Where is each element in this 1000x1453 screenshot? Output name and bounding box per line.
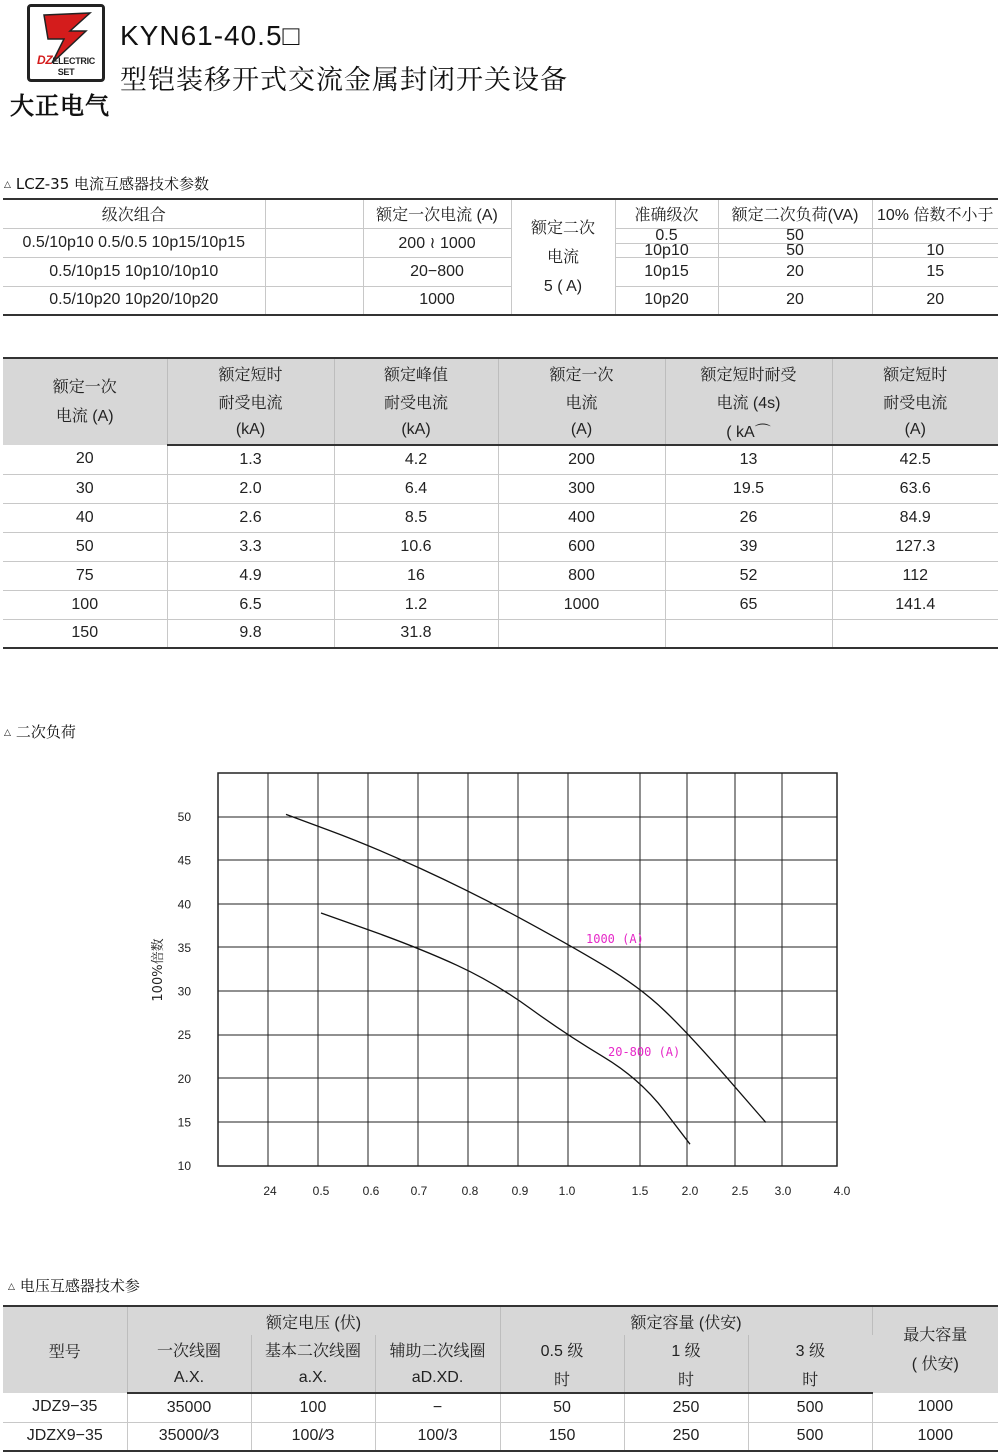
header-cell: 耐受电流 [167,387,334,416]
y-tick-label: 45 [177,853,191,868]
table-cell: 4.9 [167,561,334,590]
logo-text: DZELECTRIC SET [36,53,95,77]
header-unit: (A) [498,416,665,445]
header-cell: 0.5 级 [500,1335,624,1364]
header-max-capacity: 最大容量 ( 伏安) [872,1306,998,1393]
header-cell: 辅助二次线圈 [375,1335,500,1364]
table-cell: 6.5 [167,590,334,619]
table-cell: 500 [748,1422,872,1451]
table-cell: 26 [665,503,832,532]
accuracy-cell: 10p15 [615,257,718,286]
header-cell: 额定短时耐受 [665,358,832,387]
company-name: 大正电气 [10,91,110,120]
header-combo: 级次组合 [3,199,265,228]
x-tick-label: 1.5 [631,1184,649,1198]
table-cell: 112 [832,561,998,590]
section-title-burden: △ 二次负荷 [4,723,76,741]
header-unit: 时 [624,1364,748,1393]
section-title-ct: △ LCZ-35 电流互感器技术参数 [4,175,210,193]
triangle-icon: △ [8,1282,15,1292]
table-cell: 100/⁄3 [251,1422,375,1451]
table-cell: 65 [665,590,832,619]
table-cell: 250 [624,1393,748,1422]
table-row [3,619,998,648]
header-cell: 额定峰值 [334,358,498,387]
header-unit: (A) [832,416,998,445]
series-label: 1000 (A) [586,932,644,946]
header-burden: 额定二次负荷(VA) [718,199,872,228]
table-cell [832,619,998,648]
table-row [3,561,998,590]
ct-params-table: 级次组合 额定一次电流 (A) 额定二次 电流 5 ( A) 准确级次 额定二次负荷(VA) 10% 倍数不小于 0.5/10p10 0.5/0.5 10p15/10p15 200 ≀ 1000 0.5 10p10 50 50 10 0.5/10p15 10p10/10p10 20−800 10p15 20 15 0.5/10p20 10p20/10p20 1000 10p20 20 20 [3,198,998,316]
x-tick-label: 4.0 [833,1184,851,1198]
table-cell: 1.3 [167,445,334,474]
header-unit: aD.XD. [375,1364,500,1393]
table-cell: 600 [498,532,665,561]
y-tick-label: 10 [177,1159,191,1173]
x-tick-label: 0.8 [461,1184,479,1198]
table-cell: 100 [251,1393,375,1422]
header-cell: 一次线圈 [127,1335,251,1364]
x-tick-label: 1.0 [558,1184,576,1198]
header-unit: A.X. [127,1364,251,1393]
header-unit: 时 [748,1364,872,1393]
table-cell: 19.5 [665,474,832,503]
table-row [3,445,998,474]
product-title: 型铠装移开式交流金属封闭开关设备 [120,65,568,96]
table-row [3,590,998,619]
table-cell: 35000/⁄3 [127,1422,251,1451]
table-cell: 4.2 [334,445,498,474]
y-tick-label: 30 [177,984,191,999]
header-cell: 耐受电流 [334,387,498,416]
section-title-vt: △ 电压互感器技术参 [8,1277,140,1295]
table-cell: 31.8 [334,619,498,648]
y-tick-label: 20 [177,1071,191,1086]
series-line [286,814,766,1122]
table-cell: 141.4 [832,590,998,619]
vt-params-table [3,1305,998,1452]
table-cell: 10.6 [334,532,498,561]
table-row [3,532,998,561]
table-cell: 2.0 [167,474,334,503]
header-cell: 1 级 [624,1335,748,1364]
table-cell: 250 [624,1422,748,1451]
table-cell: 100 [3,590,167,619]
table-cell: 3.3 [167,532,334,561]
header-cell: 额定一次 [498,358,665,387]
table-cell: 400 [498,503,665,532]
table-cell: 63.6 [832,474,998,503]
header-cell: 额定短时 [167,358,334,387]
table-cell: 40 [3,503,167,532]
table-cell: 1.2 [334,590,498,619]
table-cell: 42.5 [832,445,998,474]
table-cell: 6.4 [334,474,498,503]
table-cell: 1000 [872,1393,998,1422]
y-tick-label: 40 [177,897,191,912]
y-tick-label: 50 [177,810,191,824]
x-tick-label: 0.7 [410,1184,428,1198]
table-cell: − [375,1393,500,1422]
x-tick-label: 2.0 [681,1184,699,1198]
series-label: 20-800 (A) [608,1045,681,1059]
header-unit: a.X. [251,1364,375,1393]
triangle-icon: △ [4,180,11,190]
table-cell: 50 [3,532,167,561]
model-number: KYN61-40.5□ [120,20,301,51]
burden-cell: 20 [718,257,872,286]
table-cell [665,619,832,648]
header-secondary-current: 额定二次 电流 5 ( A) [511,199,615,315]
table-cell: 200 [498,445,665,474]
table-cell: 30 [3,474,167,503]
table-cell: 1000 [917,1427,954,1445]
y-tick-label: 15 [177,1115,191,1130]
company-logo [27,4,105,82]
table-cell: 8.5 [334,503,498,532]
table-cell: 150 [3,619,167,648]
header-cell: 电流 [498,387,665,416]
table-cell: 84.9 [832,503,998,532]
combo-cell: 0.5/10p20 10p20/10p20 [3,286,265,315]
header-unit: (kA) [334,416,498,445]
series-line [321,913,690,1144]
combo-cell: 0.5/10p10 0.5/0.5 10p15/10p15 [3,228,265,257]
primary-cell: 200 ≀ 1000 [363,228,511,257]
header-cell: 电流 (4s) [665,387,832,416]
table-cell: 9.8 [167,619,334,648]
table-cell: 20 [3,445,167,474]
header-unit: ( kA⌒ [665,416,832,445]
table-cell: 800 [498,561,665,590]
table-cell [498,619,665,648]
x-tick-label: 3.0 [774,1184,792,1198]
y-tick-label: 25 [177,1028,191,1043]
factor-cell: 20 [926,291,945,309]
table-row [3,1393,998,1422]
y-axis-label: 100%倍数 [151,938,166,1002]
x-tick-label: 24 [263,1184,277,1198]
header-primary-current: 额定一次 电流 (A) [3,358,167,445]
triangle-icon: △ [4,728,11,738]
header-voltage-group: 额定电压 (伏) [127,1306,500,1335]
table-cell: 35000 [127,1393,251,1422]
table-cell: JDZ9−35 [3,1393,127,1422]
primary-cell: 20−800 [363,257,511,286]
table-cell: 500 [748,1393,872,1422]
header-primary-current: 额定一次电流 (A) [363,199,511,228]
header-unit: (kA) [167,416,334,445]
table-cell: 300 [498,474,665,503]
table-cell: 16 [334,561,498,590]
table-cell: 100/3 [375,1422,500,1451]
header-cell: 3 级 [748,1335,872,1364]
table-cell: 13 [665,445,832,474]
x-tick-label: 0.6 [362,1184,380,1198]
header-cell: 耐受电流 [832,387,998,416]
header-cell: 额定短时 [832,358,998,387]
x-tick-label: 0.5 [312,1184,330,1198]
header-capacity-group: 额定容量 (伏安) [500,1306,872,1335]
table-cell: 50 [500,1393,624,1422]
header-factor: 10% 倍数不小于 [872,199,998,228]
accuracy-cell: 10p20 [615,286,718,315]
table-cell: 1000 [498,590,665,619]
y-tick-label: 35 [177,940,191,955]
table-row [3,474,998,503]
short-time-current-table [3,357,998,649]
factor-cell: 15 [872,257,998,286]
table-cell: 75 [3,561,167,590]
table-cell: 39 [665,532,832,561]
header-cell: 基本二次线圈 [251,1335,375,1364]
table-cell: 52 [665,561,832,590]
x-tick-label: 0.9 [511,1184,529,1198]
burden-cell: 20 [718,286,872,315]
table-cell: 2.6 [167,503,334,532]
table-row [3,1422,998,1451]
header-unit: 时 [500,1364,624,1393]
chart-frame [218,773,837,1166]
combo-cell: 0.5/10p15 10p10/10p10 [3,257,265,286]
table-row [3,503,998,532]
primary-cell: 1000 [363,286,511,315]
table-cell: 127.3 [832,532,998,561]
x-tick-label: 2.5 [731,1184,749,1198]
table-cell: 150 [500,1422,624,1451]
header-model: 型号 [3,1306,127,1393]
header-accuracy: 准确级次 [615,199,718,228]
table-cell: JDZX9−35 [3,1422,127,1451]
